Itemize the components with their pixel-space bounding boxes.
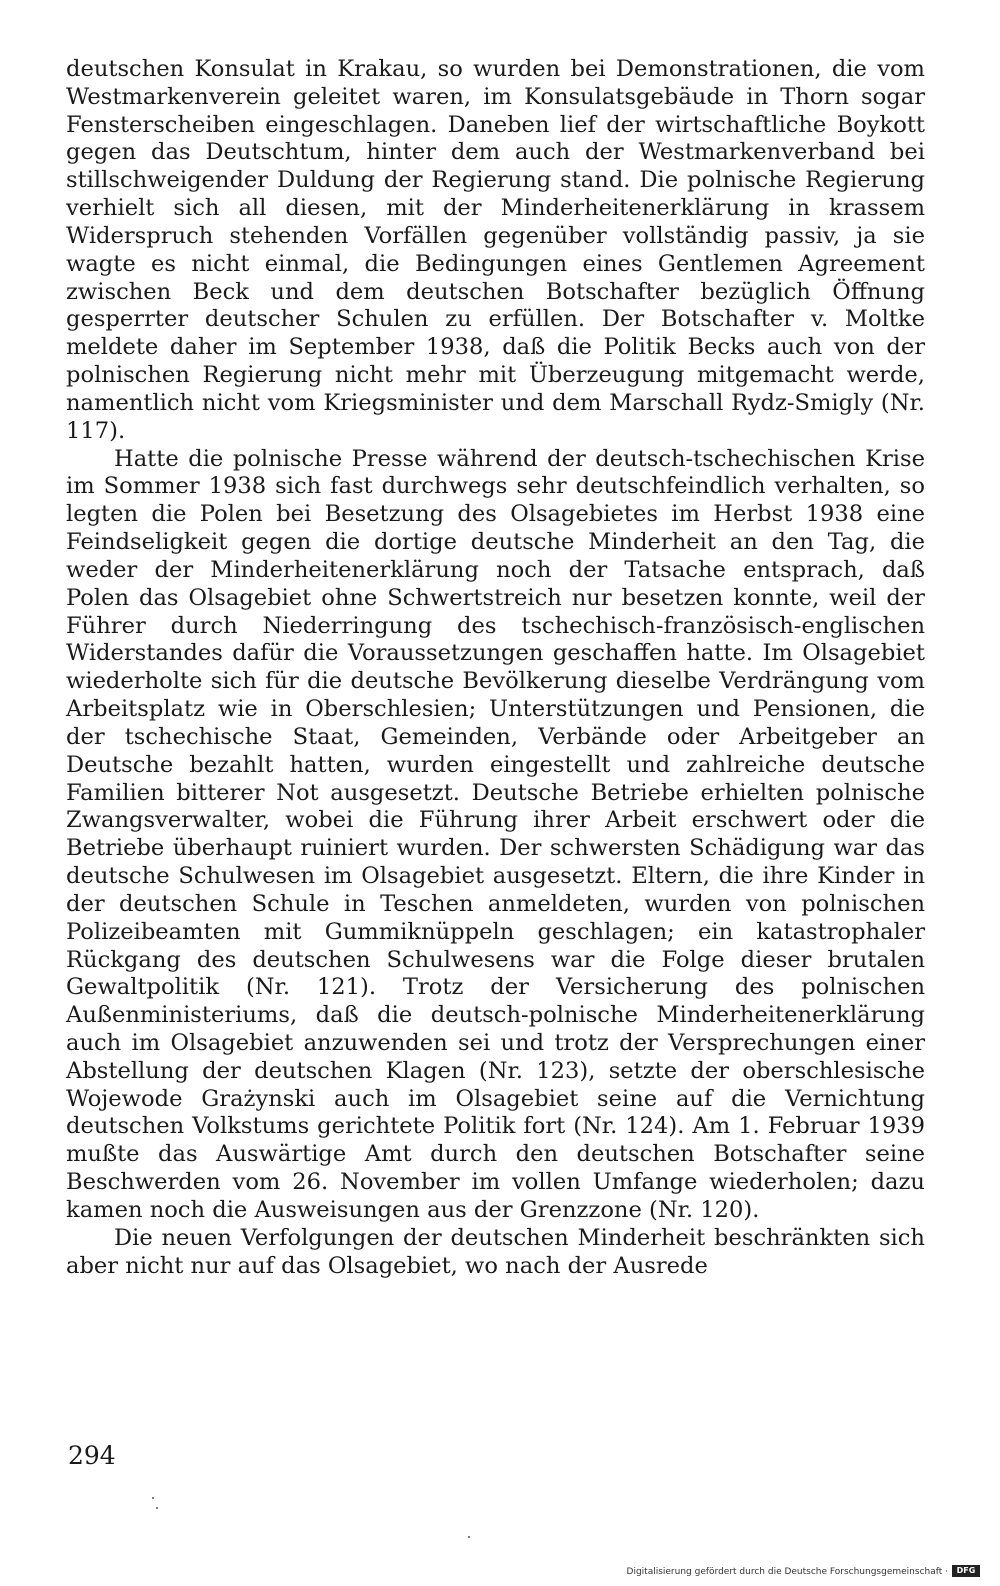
digitization-credit: Digitalisierung gefördert durch die Deutsche Forschungsgemeinschaft · [626,1567,948,1577]
paragraph-2: Hatte die polnische Presse während der deutsch-tschechischen Krise im Sommer 1938 sich fast durchwegs sehr deutschfeindlich verhalten, so legten die Polen bei Besetzung des Olsagebietes im Herbst 1938 eine Feindseligkeit gegen die dortige deutsche Minderheit an den Tag, die weder der Minderheitenerklärung noch der Tatsache entsprach, daß Polen das Olsagebiet ohne Schwertstreich nur besetzen konnte, weil der Führer durch Niederringung des tschechisch-französisch-englischen Widerstandes dafür die Voraussetzungen geschaffen hatte. Im Olsagebiet wiederholte sich für die deutsche Bevölkerung dieselbe Verdrängung vom Arbeitsplatz wie in Oberschlesien; Unterstützungen und Pensionen, die der tschechische Staat, Gemeinden, Verbände oder Arbeitgeber an Deutsche bezahlt hatten, wurden eingestellt und zahlreiche deutsche Familien bitterer Not ausgesetzt. Deutsche Betriebe erhielten polnische Zwangsverwalter, wobei die Führung ihrer Arbeit erschwert oder die Betriebe überhaupt ruiniert wurden. Der schwersten Schädigung war das deutsche Schulwesen im Olsagebiet ausgesetzt. Eltern, die ihre Kinder in der deutschen Schule in Teschen anmeldeten, wurden von polnischen Polizeibeamten mit Gummiknüppeln geschlagen; ein katastrophaler Rückgang des deutschen Schulwesens war die Folge dieser brutalen Gewaltpolitik (Nr. 121). Trotz der Versicherung des polnischen Außenministeriums, daß die deutsch-polnische Minderheitenerklärung auch im Olsagebiet anzuwenden sei und trotz der Versprechungen einer Abstellung der deutschen Klagen (Nr. 123), setzte der oberschlesische Wojewode Grażynski auch im Olsagebiet seine auf die Vernichtung deutschen Volkstums gerichtete Politik fort (Nr. 124). Am 1. Februar 1939 mußte das Auswärtige Amt durch den deutschen Botschafter seine Beschwerden vom 26. November im vollen Umfange wiederholen; dazu kamen noch die Ausweisungen aus der Grenzzone (Nr. 120). [66,445,925,1223]
page-number: 294 [68,1441,116,1470]
dfg-logo: DFG [952,1565,980,1577]
scan-speck [152,1497,154,1499]
paragraph-3: Die neuen Verfolgungen der deutschen Minderheit beschränkten sich aber nicht nur auf das Olsagebiet, wo nach der Ausrede [66,1224,925,1279]
paragraph-1: deutschen Konsulat in Krakau, so wurden bei Demonstrationen, die vom Westmarkenverein geleitet waren, im Konsulatsgebäude in Thorn sogar Fensterscheiben eingeschlagen. Daneben lief der wirtschaftliche Boykott gegen das Deutschtum, hinter dem auch der Westmarkenverband bei stillschweigender Duldung der Regierung stand. Die polnische Regierung verhielt sich all diesen, mit der Minderheitenerklärung in krassem Widerspruch stehenden Vorfällen gegenüber vollständig passiv, ja sie wagte es nicht einmal, die Bedingungen eines Gentlemen Agreement zwischen Beck und dem deutschen Botschafter bezüglich Öffnung gesperrter deutscher Schulen zu erfüllen. Der Botschafter v. Moltke meldete daher im September 1938, daß die Politik Becks auch von der polnischen Regierung nicht mehr mit Überzeugung mitgemacht werde, namentlich nicht vom Kriegsminister und dem Marschall Rydz-Smigly (Nr. 117). [66,56,925,444]
scan-speck [156,1507,158,1509]
scan-speck [468,1536,470,1538]
page-body [66,56,925,1280]
